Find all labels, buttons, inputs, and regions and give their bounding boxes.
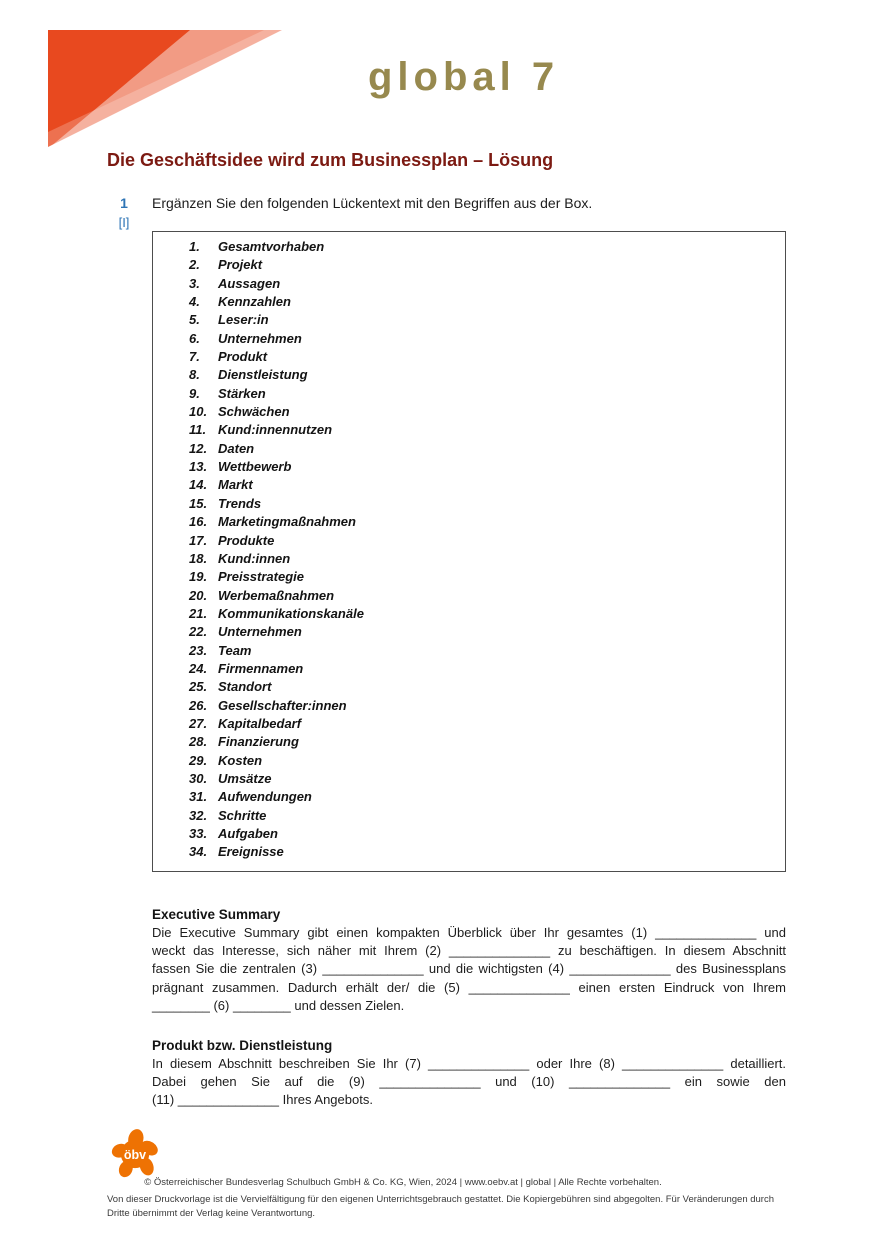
- paragraph-line: (11) ______________ Ihres Angebots.: [152, 1092, 373, 1108]
- word-box-item-label: Wettbewerb: [218, 459, 292, 475]
- word-box-item-number: 18.: [189, 550, 208, 566]
- word-box-item-label: Kosten: [218, 752, 263, 768]
- word-box-item-number: 15.: [189, 495, 208, 511]
- word-box-item-label: Trends: [218, 495, 262, 511]
- word-box-item-number: 21.: [189, 605, 208, 621]
- word-box-item-number: 25.: [189, 679, 208, 695]
- word-box-item-label: Firmennamen: [218, 660, 304, 676]
- page-title: Die Geschäftsidee wird zum Businessplan – Lösung: [107, 150, 554, 170]
- word-box-item-number: 27.: [189, 715, 208, 731]
- word-box-item-number: 26.: [189, 697, 208, 713]
- word-box-item: [189, 733, 775, 751]
- paragraph-line: In diesem Abschnitt beschreiben Sie Ihr (7) ______________ oder Ihre (8) ______________ detailliert.: [152, 1056, 786, 1072]
- word-box-item-number: 8.: [189, 367, 200, 383]
- word-box-item-number: 7.: [189, 349, 200, 365]
- word-box-item-label: Markt: [218, 477, 253, 493]
- word-box-item-label: Gesamtvorhaben: [218, 239, 325, 254]
- word-box-item: [189, 256, 775, 274]
- word-box-item-number: 2.: [189, 257, 200, 273]
- word-box-item-label: Ereignisse: [218, 844, 284, 860]
- word-box-item-label: Finanzierung: [218, 734, 299, 750]
- word-box-item-number: 14.: [189, 477, 208, 493]
- word-box-item-number: 17.: [189, 532, 208, 548]
- word-box-item: [189, 513, 775, 531]
- word-box-item-number: 23.: [189, 642, 208, 658]
- word-box-item-label: Umsätze: [218, 770, 272, 786]
- word-box-item: [189, 770, 775, 788]
- word-box-item: [189, 697, 775, 715]
- word-box-item-number: 10.: [189, 404, 208, 420]
- word-box-item-number: 12.: [189, 440, 208, 456]
- word-box-item: [189, 605, 775, 623]
- word-box-item-number: 6.: [189, 330, 200, 346]
- section-title: Executive Summary: [152, 907, 281, 922]
- word-box-item-number: 1.: [189, 239, 200, 254]
- word-box-item-number: 29.: [189, 752, 208, 768]
- word-box-item-number: 24.: [189, 660, 208, 676]
- word-box-item: [189, 623, 775, 641]
- word-box-item: [189, 587, 775, 605]
- word-box-item-label: Kennzahlen: [218, 294, 291, 310]
- section-title: Produkt bzw. Dienstleistung: [152, 1038, 333, 1054]
- word-box-item-number: 4.: [189, 294, 200, 310]
- word-box-item-label: Aussagen: [218, 275, 281, 291]
- word-box-item: [189, 293, 775, 311]
- word-box-item: [189, 311, 775, 329]
- word-box-item-number: 9.: [189, 385, 200, 401]
- word-box-item-label: Kund:innen: [218, 550, 291, 566]
- word-box-item-number: 28.: [189, 734, 208, 750]
- word-box-item: [189, 660, 775, 678]
- word-box-item: [189, 825, 775, 843]
- word-box-list: [189, 238, 775, 862]
- word-box-item-number: 22.: [189, 624, 208, 640]
- word-box-item: [189, 642, 775, 660]
- word-box-item-label: Aufgaben: [218, 826, 278, 841]
- word-box-item: [189, 752, 775, 770]
- word-box-item-number: 34.: [189, 844, 208, 860]
- word-box-item-number: 32.: [189, 807, 208, 823]
- word-box-item-label: Kapitalbedarf: [218, 715, 302, 731]
- word-box-item-label: Unternehmen: [218, 624, 302, 640]
- word-box-item: [189, 550, 775, 568]
- word-box-item-label: Preisstrategie: [218, 569, 304, 585]
- word-box-item-label: Schwächen: [218, 404, 290, 420]
- word-box-item-number: 19.: [189, 569, 208, 585]
- word-box-item-label: Unternehmen: [218, 330, 302, 346]
- task-difficulty-marker: [I]: [118, 215, 130, 230]
- word-box-item: [189, 715, 775, 733]
- word-box-item: [189, 532, 775, 550]
- gap-text-section: [152, 906, 786, 1015]
- word-box-item-label: Produkt: [218, 349, 268, 365]
- word-box-item-number: 31.: [189, 789, 208, 805]
- word-box-item: [189, 568, 775, 586]
- word-box-item-label: Dienstleistung: [218, 367, 308, 383]
- word-box-item: [189, 385, 775, 403]
- paragraph-line: prägnant zusammen. Dadurch erhält der/ die (5) ______________ einen ersten Eindruck von Ihrem: [152, 979, 786, 995]
- word-box-item: [189, 421, 775, 439]
- paragraph-line: ________ (6) ________ und dessen Zielen.: [152, 997, 405, 1013]
- word-box-item-number: 16.: [189, 514, 208, 530]
- word-box-item: [189, 843, 775, 861]
- brand-title: global 7: [368, 55, 560, 99]
- footer-notice: Von dieser Druckvorlage ist die Vervielfältigung für den eigenen Unterrichtsgebrauch gestattet. Die Kopiergebühren sind abgegolten. Für Veränderungen durch Dritte übernimmt der Verlag keine Verantwortung.: [107, 1194, 775, 1219]
- word-box-item-label: Projekt: [218, 257, 263, 273]
- word-box-item-label: Team: [218, 642, 252, 658]
- word-box-item-label: Stärken: [218, 385, 266, 401]
- paragraph-line: Die Executive Summary gibt einen kompakten Überblick über Ihr gesamtes (1) ______________ und: [152, 925, 786, 940]
- word-box-item: [189, 275, 775, 293]
- word-box-item: [189, 440, 775, 458]
- word-box-item: [189, 348, 775, 366]
- gap-text-sections: [152, 906, 786, 1110]
- word-box-item-number: 13.: [189, 459, 208, 475]
- paragraph-line: weckt das Interesse, sich näher mit Ihrem (2) ______________ zu beschäftigen. In diesem Abschnitt: [152, 943, 786, 959]
- word-box-item: [189, 678, 775, 696]
- task-number: 1: [120, 195, 128, 211]
- word-box-item-number: 30.: [189, 770, 208, 786]
- word-box-item: [189, 476, 775, 494]
- publisher-triangle-logo-icon: [48, 30, 284, 147]
- word-box-item: [189, 458, 775, 476]
- word-box-item: [189, 403, 775, 421]
- word-box-item-label: Werbemaßnahmen: [218, 587, 335, 603]
- word-box-item-label: Marketingmaßnahmen: [218, 514, 356, 530]
- word-box-item-number: 33.: [189, 826, 208, 841]
- word-box-item-number: 5.: [189, 312, 200, 328]
- word-box-item-label: Kund:innennutzen: [218, 422, 333, 438]
- word-box-item: [189, 788, 775, 806]
- word-box-item: [189, 330, 775, 348]
- footer-copyright: © Österreichischer Bundesverlag Schulbuch GmbH & Co. KG, Wien, 2024 | www.oebv.at | global | Alle Rechte vorbehalten.: [144, 1177, 662, 1188]
- task-number-column: [106, 195, 142, 234]
- gap-text-section: [152, 1037, 786, 1110]
- task-instruction: Ergänzen Sie den folgenden Lückentext mit den Begriffen aus der Box.: [152, 195, 593, 211]
- word-box-item-label: Schritte: [218, 807, 267, 823]
- word-box-item-label: Aufwendungen: [218, 789, 312, 805]
- word-box-item-number: 20.: [189, 587, 208, 603]
- oebv-logo-icon: [110, 1128, 160, 1180]
- word-box-item-label: Gesellschafter:innen: [218, 697, 347, 713]
- word-box-item: [189, 495, 775, 513]
- oebv-logo-text: öbv: [123, 1148, 147, 1162]
- word-box-item: [189, 238, 775, 256]
- word-box-item-label: Leser:in: [218, 312, 269, 328]
- word-box-item-number: 11.: [189, 422, 207, 438]
- paragraph-line: fassen Sie die zentralen (3) ______________ und die wichtigsten (4) ______________ des Businessplans: [152, 961, 786, 977]
- word-box-item-number: 3.: [189, 275, 200, 291]
- word-box-item: [189, 807, 775, 825]
- word-box-item: [189, 366, 775, 384]
- word-box-item-label: Produkte: [218, 532, 275, 548]
- word-box: [152, 231, 786, 872]
- word-box-item-label: Kommunikationskanäle: [218, 605, 364, 621]
- word-box-item-label: Standort: [218, 679, 272, 695]
- word-box-item-label: Daten: [218, 440, 255, 456]
- paragraph-line: Dabei gehen Sie auf die (9) ______________ und (10) ______________ ein sowie den: [152, 1074, 786, 1090]
